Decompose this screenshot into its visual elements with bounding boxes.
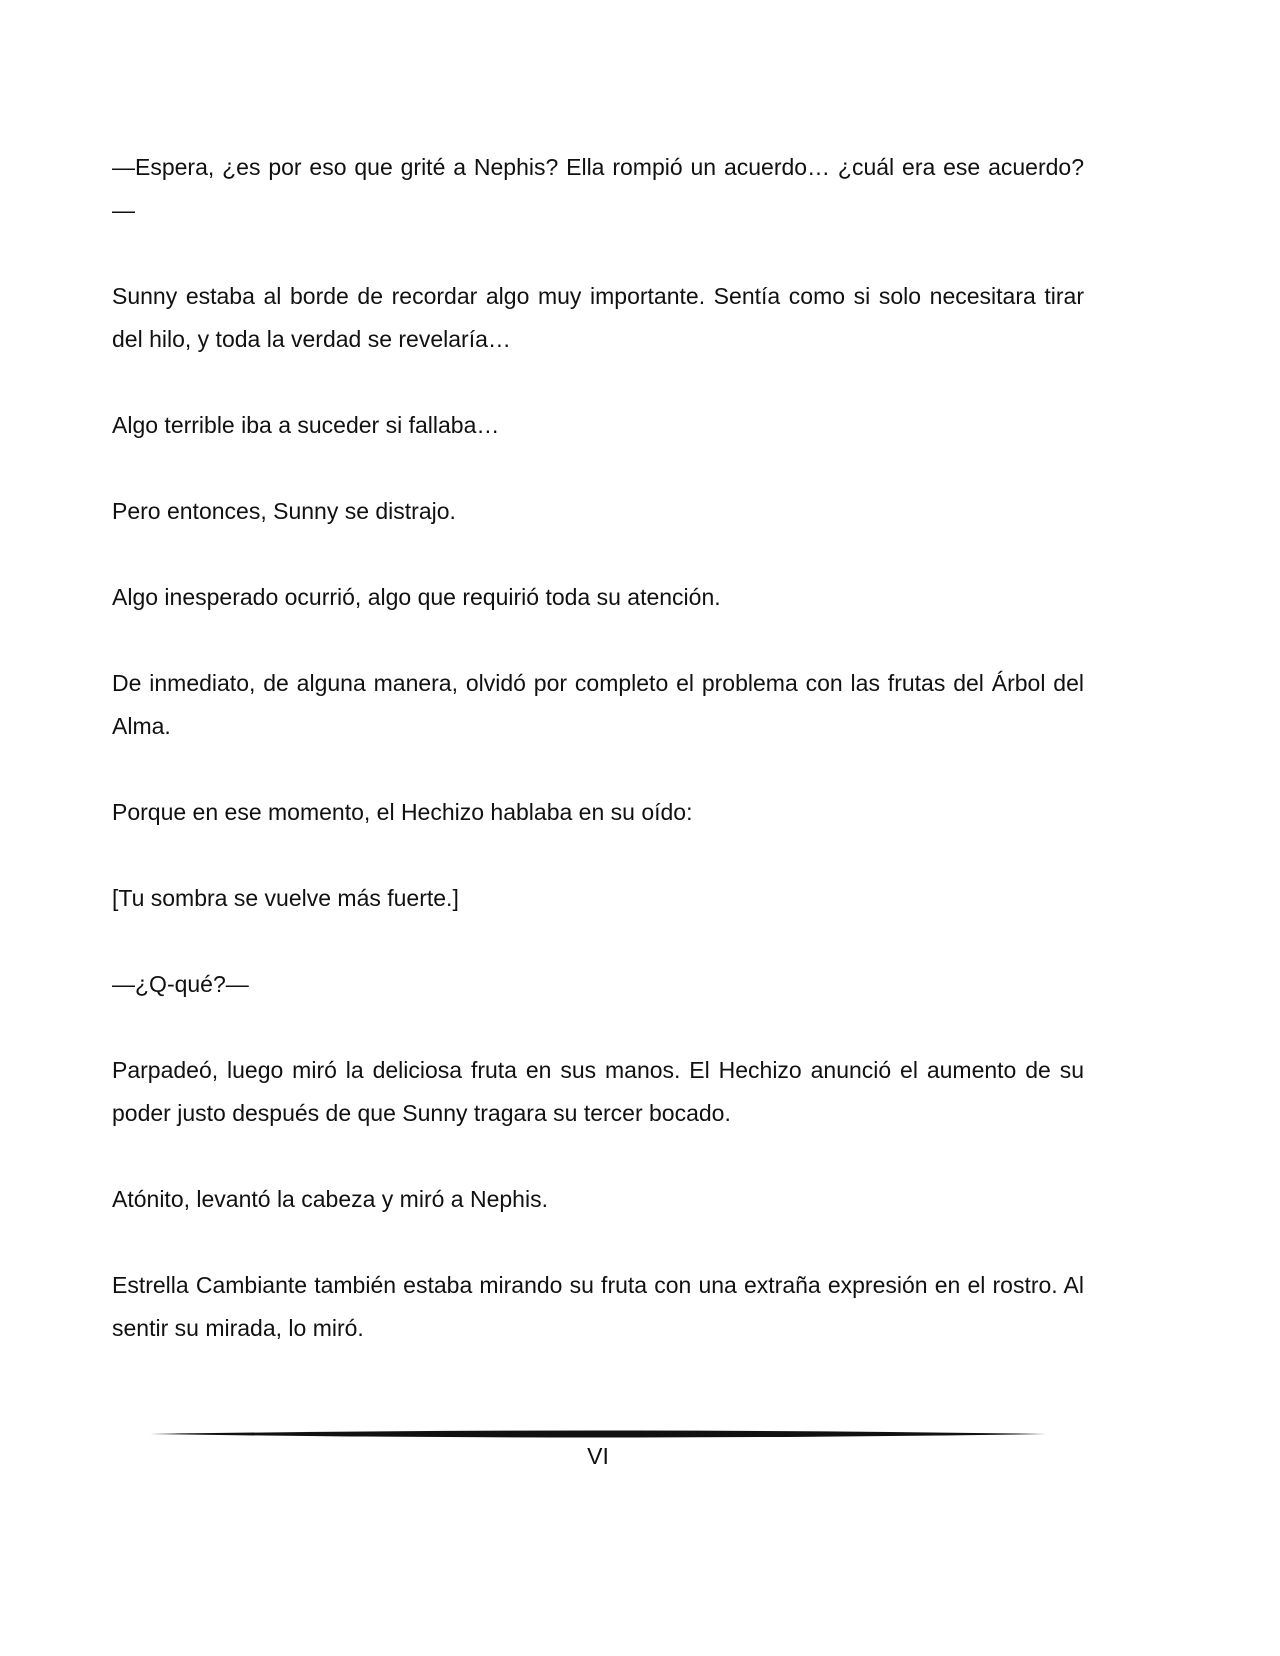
paragraph: —¿Q-qué?— xyxy=(112,971,249,997)
paragraph: Sunny estaba al borde de recordar algo muy importante. Sentía como si solo necesitara tirar del hilo, y toda la verdad se revelaría… xyxy=(112,283,1084,352)
footer-divider xyxy=(150,1428,1046,1440)
paragraph: Parpadeó, luego miró la deliciosa fruta en sus manos. El Hechizo anunció el aumento de su poder justo después de que Sunny tragara su tercer bocado. xyxy=(112,1057,1084,1126)
paragraph: Algo terrible iba a suceder si fallaba… xyxy=(112,412,500,438)
paragraph: Pero entonces, Sunny se distrajo. xyxy=(112,498,456,524)
paragraph: Atónito, levantó la cabeza y miró a Nephis. xyxy=(112,1186,548,1212)
paragraph: Estrella Cambiante también estaba mirando su fruta con una extraña expresión en el rostro. Al sentir su mirada, lo miró. xyxy=(112,1272,1084,1341)
paragraph: Algo inesperado ocurrió, algo que requirió toda su atención. xyxy=(112,584,721,610)
paragraph: [Tu sombra se vuelve más fuerte.] xyxy=(112,885,459,911)
paragraph: Porque en ese momento, el Hechizo hablaba en su oído: xyxy=(112,799,693,825)
paragraph: De inmediato, de alguna manera, olvidó por completo el problema con las frutas del Árbol del Alma. xyxy=(112,670,1084,739)
page-number: VI xyxy=(587,1443,609,1469)
paragraph: —Espera, ¿es por eso que grité a Nephis? Ella rompió un acuerdo… ¿cuál era ese acuerdo?— xyxy=(112,154,1084,223)
page-body xyxy=(112,146,1084,1393)
